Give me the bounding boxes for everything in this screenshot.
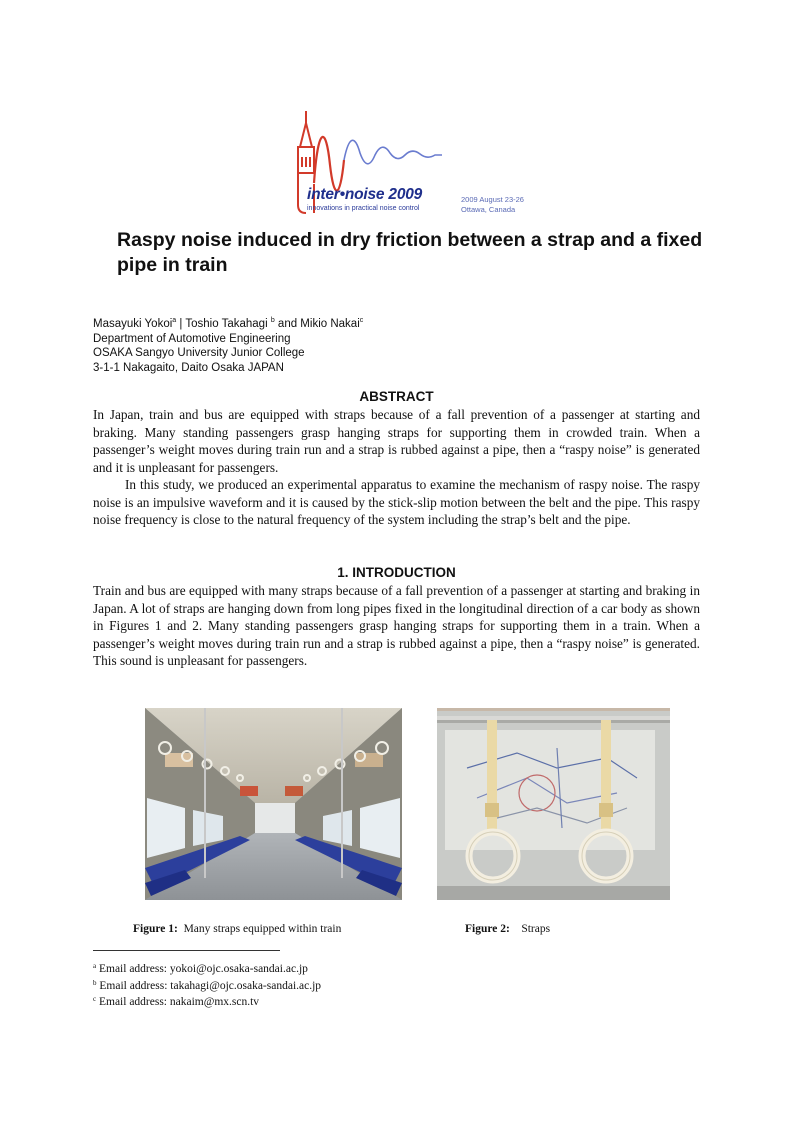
footnote-item bbox=[93, 960, 321, 977]
footnote-text: Email address: takahagi@ojc.osaka-sandai.ac.jp bbox=[99, 979, 322, 992]
introduction-body bbox=[93, 582, 700, 670]
author-1-mark: a bbox=[172, 317, 177, 324]
footnote-mark: b bbox=[93, 978, 97, 987]
logo-tagline: innovations in practical noise control bbox=[307, 205, 420, 212]
figure-2-image bbox=[437, 708, 670, 900]
affiliation-line: 3-1-1 Nakagaito, Daito Osaka JAPAN bbox=[93, 361, 284, 374]
author-line bbox=[93, 314, 363, 332]
logo-location: Ottawa, Canada bbox=[461, 205, 516, 214]
author-2: Toshio Takahagi bbox=[185, 318, 271, 330]
footnote-mark: c bbox=[93, 995, 97, 1003]
wave-icon bbox=[314, 137, 344, 191]
logo-date: 2009 August 23-26 bbox=[461, 195, 524, 204]
author-3: and Mikio Nakai bbox=[274, 318, 360, 330]
footnote-text: Email address: yokoi@ojc.osaka-sandai.ac.jp bbox=[98, 963, 308, 975]
figure-2-caption-text: Straps bbox=[521, 923, 551, 935]
figure-2-caption bbox=[465, 923, 550, 935]
logo-conference-name: inter•noise 2009 bbox=[307, 186, 423, 203]
logo-date-location bbox=[461, 195, 524, 215]
abstract-heading: ABSTRACT bbox=[359, 389, 434, 404]
abstract-body bbox=[93, 406, 700, 529]
author-2-mark: b bbox=[270, 317, 275, 324]
footnote-item bbox=[93, 993, 321, 1010]
introduction-paragraph: Train and bus are equipped with many straps because of a fall prevention of a passenger at starting and braking in Japan. A lot of straps are hanging down from long pipes fixed in the longitudinal direction of a car body as shown in Figures 1 and 2. Many standing passengers grasp hanging straps for supporting them in a train. When a passenger’s weight moves during train run and a strap is rubbed against a pipe, then a “raspy noise” is generated. This sound is unpleasant for passengers. bbox=[93, 583, 700, 668]
wave-tail-icon bbox=[344, 140, 442, 163]
author-1: Masayuki Yokoi bbox=[93, 318, 173, 330]
figure-1-image bbox=[145, 708, 402, 900]
author-3-mark: c bbox=[359, 317, 364, 324]
footnote-item bbox=[93, 977, 321, 994]
figure-1-caption-text: Many straps equipped within train bbox=[183, 923, 342, 935]
abstract-paragraph: In Japan, train and bus are equipped with straps because of a fall prevention of a passenger at starting and braking. Many standing passengers grasp hanging straps for supporting them in crowded train. When a passenger’s weight moves during train run and a strap is rubbed against a pipe, then a “raspy noise” is generated and it is unpleasant for passengers. bbox=[93, 407, 700, 475]
abstract-paragraph: In this study, we produced an experimental apparatus to examine the mechanism of raspy noise. The raspy noise is an impulsive waveform and it is caused by the stick-slip motion between the belt and the pipe. This raspy noise frequency is close to the natural frequency of the system including the strap’s belt and the pipe. bbox=[93, 477, 700, 527]
figure-1-caption bbox=[133, 923, 341, 935]
footnote-mark: a bbox=[93, 962, 97, 970]
figure-2-label: Figure 2: bbox=[465, 923, 510, 935]
author-block bbox=[93, 314, 363, 375]
footnotes bbox=[93, 960, 321, 1010]
affiliation-line: Department of Automotive Engineering bbox=[93, 332, 291, 345]
introduction-heading: 1. INTRODUCTION bbox=[337, 565, 456, 580]
affiliation-line: OSAKA Sangyo University Junior College bbox=[93, 347, 305, 359]
paper-title: Raspy noise induced in dry friction between a strap and a fixed pipe in train bbox=[117, 229, 703, 276]
footnote-text: Email address: nakaim@mx.scn.tv bbox=[98, 996, 260, 1008]
figure-1-label: Figure 1: bbox=[133, 923, 178, 935]
footnote-divider bbox=[93, 950, 280, 951]
author-separator: | bbox=[176, 318, 186, 330]
